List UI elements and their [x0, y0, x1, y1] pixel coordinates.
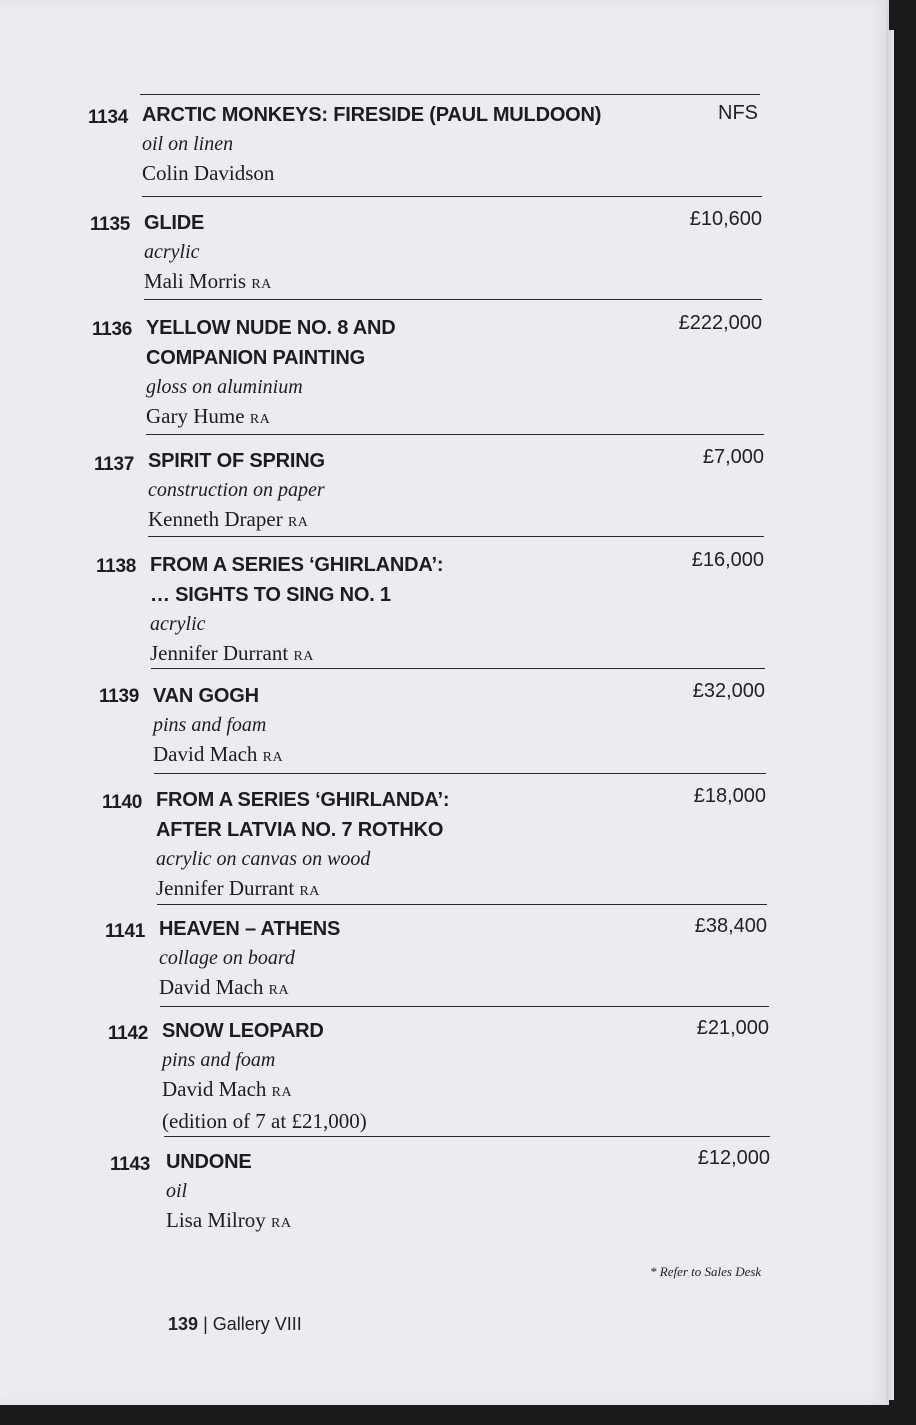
artwork-title: FROM A SERIES ‘GHIRLANDA’:: [156, 789, 450, 811]
artwork-title: UNDONE: [166, 1151, 252, 1173]
lot-number: 1135: [89, 214, 130, 235]
artwork-medium: collage on board: [159, 947, 295, 969]
lot-number: 1136: [91, 319, 132, 340]
price: £32,000: [692, 680, 765, 702]
artwork-title: GLIDE: [144, 212, 205, 234]
artist-name: Mali Morris RA: [144, 269, 272, 293]
entry-1143: [109, 1136, 770, 1247]
artwork-title: SPIRIT OF SPRING: [148, 450, 325, 472]
artwork-title: SNOW LEOPARD: [162, 1020, 324, 1042]
entry-1142: [107, 1006, 769, 1136]
edition-note: (edition of 7 at £21,000): [162, 1109, 367, 1133]
artwork-medium: oil on linen: [142, 133, 234, 155]
artwork-title-line-2: AFTER LATVIA NO. 7 ROTHKO: [156, 819, 444, 841]
artwork-title: FROM A SERIES ‘GHIRLANDA’:: [150, 554, 444, 576]
entry-1139: [98, 668, 765, 773]
entry-1134: [87, 94, 760, 199]
artist-name: Colin Davidson: [142, 161, 275, 185]
artist-name: Gary Hume RA: [146, 404, 271, 428]
artwork-medium: acrylic: [144, 241, 200, 263]
artwork-title: HEAVEN – ATHENS: [159, 918, 341, 940]
artwork-medium: acrylic on canvas on wood: [156, 848, 371, 870]
artwork-title: ARCTIC MONKEYS: FIRESIDE (PAUL MULDOON): [142, 104, 602, 126]
artist-name: Kenneth Draper RA: [148, 507, 309, 531]
artist-name: David Mach RA: [159, 975, 290, 999]
entry-1141: [104, 904, 767, 1007]
artist-name: David Mach RA: [162, 1077, 293, 1101]
page-folio: [168, 1314, 302, 1335]
artist-name: David Mach RA: [153, 742, 284, 766]
lot-number: 1137: [93, 454, 134, 475]
entry-1140: [101, 773, 766, 904]
lot-number: 1143: [109, 1154, 150, 1175]
lot-number: 1142: [107, 1023, 148, 1044]
entry-1136: [91, 299, 762, 435]
price: £12,000: [697, 1147, 770, 1169]
price: £21,000: [696, 1017, 769, 1039]
entry-1138: [95, 536, 764, 668]
lot-number: 1134: [87, 107, 128, 128]
sales-desk-footnote: * Refer to Sales Desk: [650, 1264, 762, 1279]
folio-separator: |: [203, 1314, 208, 1334]
artwork-medium: construction on paper: [148, 479, 325, 501]
artwork-title: VAN GOGH: [153, 685, 259, 707]
artwork-medium: gloss on aluminium: [146, 376, 303, 398]
artwork-medium: acrylic: [150, 613, 206, 635]
artwork-title: YELLOW NUDE NO. 8 AND: [146, 317, 396, 339]
page-number: 139: [168, 1314, 199, 1334]
price: NFS: [718, 102, 758, 124]
lot-number: 1138: [95, 556, 136, 577]
artwork-title-line-2: … SIGHTS TO SING NO. 1: [150, 584, 391, 606]
artist-name: Jennifer Durrant RA: [156, 876, 320, 900]
price: £38,400: [694, 915, 767, 937]
entry-1135: [89, 196, 762, 301]
price: £7,000: [702, 446, 764, 468]
artist-name: Lisa Milroy RA: [166, 1208, 292, 1232]
lot-number: 1139: [98, 686, 139, 707]
artwork-medium: pins and foam: [153, 714, 267, 736]
gallery-section: Gallery VIII: [212, 1314, 302, 1334]
price: £10,600: [689, 208, 762, 230]
entry-1137: [93, 434, 764, 537]
page-edge: [886, 30, 894, 1400]
lot-number: 1141: [104, 921, 145, 942]
price: £16,000: [691, 549, 764, 571]
artwork-title-line-2: COMPANION PAINTING: [146, 347, 365, 369]
price: £222,000: [678, 312, 762, 334]
lot-number: 1140: [101, 792, 142, 813]
artist-name: Jennifer Durrant RA: [150, 641, 314, 665]
price: £18,000: [693, 785, 766, 807]
artwork-medium: oil: [166, 1180, 188, 1202]
artwork-medium: pins and foam: [162, 1049, 276, 1071]
